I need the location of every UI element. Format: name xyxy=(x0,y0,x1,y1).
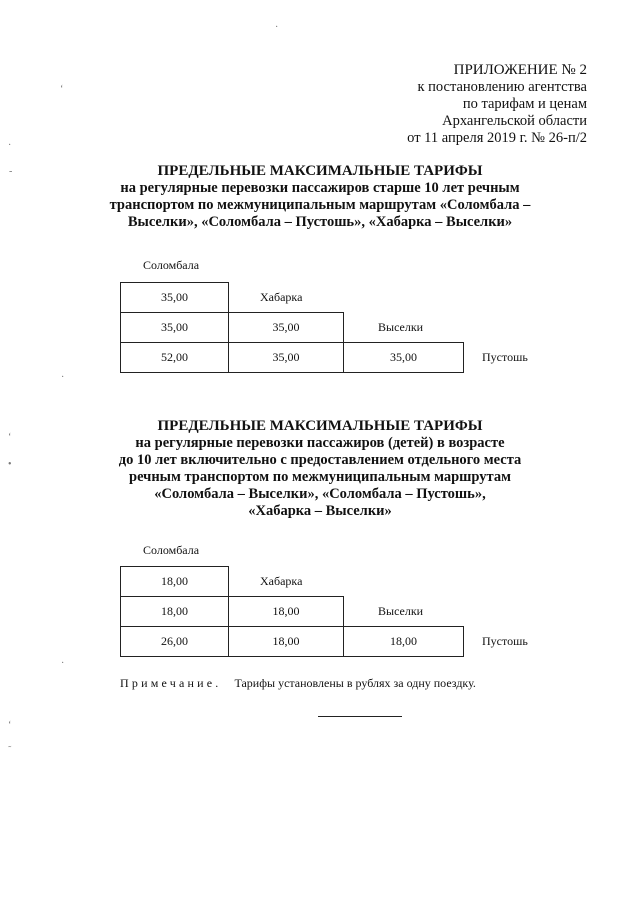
tariff-cell: 18,00 xyxy=(120,566,229,597)
section1-subtitle-line: транспортом по межмуниципальным маршрутам «Соломбала – xyxy=(109,197,531,213)
tariff-cell: 18,00 xyxy=(343,626,464,657)
section2-title xyxy=(80,418,560,520)
scan-speck: · xyxy=(275,22,279,33)
tariff-cell: 18,00 xyxy=(228,596,344,627)
section1-title xyxy=(80,163,560,231)
scan-speck: · xyxy=(61,658,65,669)
section2-subtitle-line: до 10 лет включительно с предоставлением отдельного места xyxy=(118,452,522,468)
section1-subtitle-line: Выселки», «Соломбала – Пустошь», «Хабарка – Выселки» xyxy=(127,214,513,230)
station-label: Хабарка xyxy=(260,290,303,304)
footnote xyxy=(120,676,476,691)
closing-rule xyxy=(318,716,402,717)
appendix-date: от 11 апреля 2019 г. № 26-п/2 xyxy=(407,130,587,146)
section1-subtitle-line: на регулярные перевозки пассажиров старше 10 лет речным xyxy=(120,180,520,196)
tariff-cell: 26,00 xyxy=(120,626,229,657)
section2-heading: ПРЕДЕЛЬНЫЕ МАКСИМАЛЬНЫЕ ТАРИФЫ xyxy=(157,418,483,434)
station-label: Соломбала xyxy=(143,258,200,272)
appendix-header xyxy=(407,62,587,147)
footnote-label: Примечание. xyxy=(120,676,222,690)
appendix-line: Архангельской области xyxy=(442,113,587,129)
tariff-cell: 35,00 xyxy=(343,342,464,373)
appendix-line: к постановлению агентства xyxy=(417,79,587,95)
tariff-cell: 18,00 xyxy=(228,626,344,657)
section2-subtitle-line: на регулярные перевозки пассажиров (детей) в возрасте xyxy=(135,435,505,451)
section2-subtitle-line: «Хабарка – Выселки» xyxy=(248,503,392,519)
station-label: Соломбала xyxy=(143,543,200,557)
appendix-title: ПРИЛОЖЕНИЕ № 2 xyxy=(453,62,587,78)
section1-heading: ПРЕДЕЛЬНЫЕ МАКСИМАЛЬНЫЕ ТАРИФЫ xyxy=(157,163,483,179)
footnote-text: Тарифы установлены в рублях за одну поездку. xyxy=(234,676,476,690)
appendix-line: по тарифам и ценам xyxy=(462,96,587,112)
scan-speck: • xyxy=(8,459,12,470)
scan-speck: ‘ xyxy=(60,84,64,95)
section2-subtitle-line: «Соломбала – Выселки», «Соломбала – Пустошь», xyxy=(154,486,486,502)
station-label: Выселки xyxy=(378,604,424,618)
station-label: Хабарка xyxy=(260,574,303,588)
scan-speck: · xyxy=(8,140,12,151)
tariff-cell: 35,00 xyxy=(120,282,229,313)
tariff-cell: 35,00 xyxy=(120,312,229,343)
scan-speck: ‑ xyxy=(9,166,13,177)
tariff-cell: 35,00 xyxy=(228,312,344,343)
station-label: Выселки xyxy=(378,320,424,334)
tariff-cell: 52,00 xyxy=(120,342,229,373)
station-label: Пустошь xyxy=(482,350,528,364)
scan-speck: ‘ xyxy=(8,432,12,443)
station-label: Пустошь xyxy=(482,634,528,648)
section2-subtitle-line: речным транспортом по межмуниципальным маршрутам xyxy=(129,469,511,485)
scan-speck: ˜ xyxy=(8,745,12,756)
tariff-cell: 18,00 xyxy=(120,596,229,627)
scan-speck: · xyxy=(61,372,65,383)
tariff-cell: 35,00 xyxy=(228,342,344,373)
scan-speck: ‘ xyxy=(8,720,12,731)
